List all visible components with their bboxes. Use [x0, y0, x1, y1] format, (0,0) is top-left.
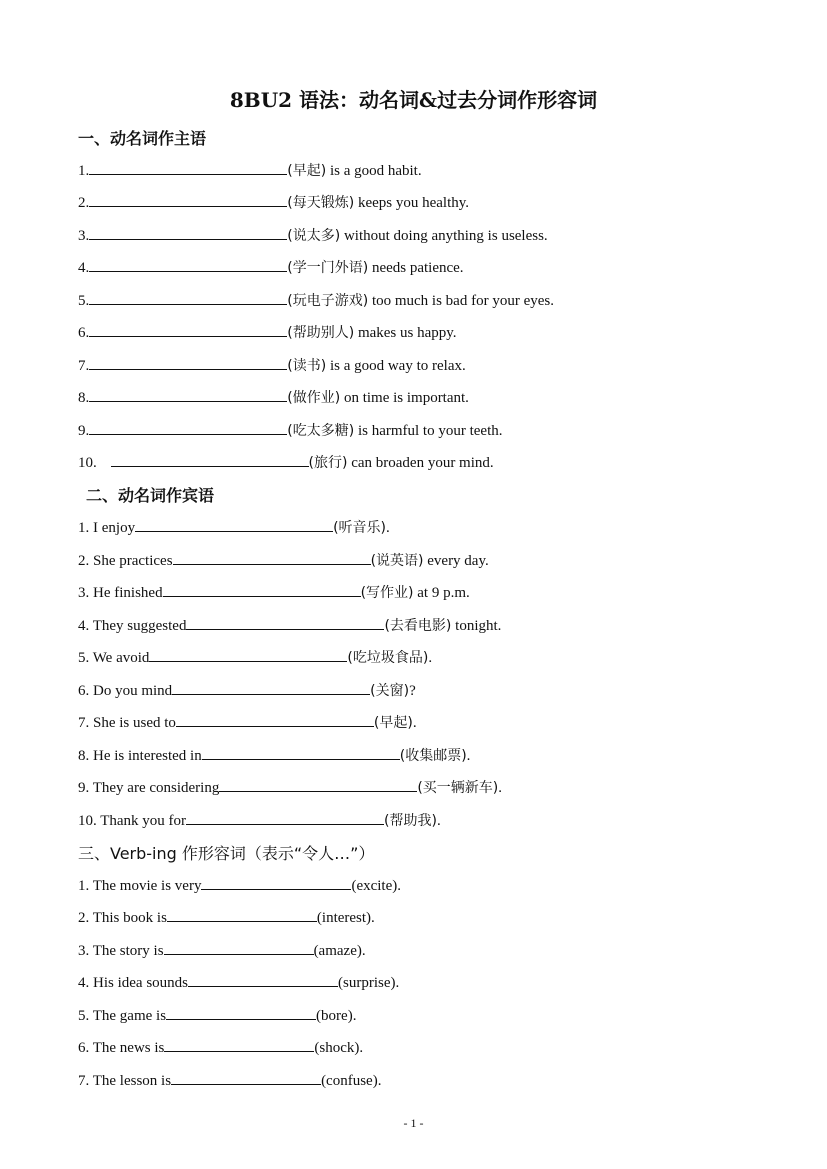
- s3-item: 6. The news is (shock).: [78, 1037, 363, 1058]
- s2-item: 5. We avoid (吃垃圾食品).: [78, 647, 432, 668]
- answer-blank[interactable]: [201, 875, 351, 890]
- s3-item: 2. This book is (interest).: [78, 907, 375, 928]
- s1-item: 10. (旅行) can broaden your mind.: [78, 452, 494, 473]
- section-2-heading: 二、动名词作宾语: [86, 486, 215, 505]
- answer-blank[interactable]: [171, 1070, 321, 1085]
- section-1-heading: 一、动名词作主语: [78, 129, 207, 148]
- answer-blank[interactable]: [89, 225, 287, 240]
- s1-item: 7. (读书) is a good way to relax.: [78, 355, 466, 376]
- s1-item: 1. (早起) is a good habit.: [78, 160, 422, 181]
- s3-item: 3. The story is (amaze).: [78, 940, 366, 961]
- answer-blank[interactable]: [89, 387, 287, 402]
- answer-blank[interactable]: [89, 322, 287, 337]
- s1-item: 2. (每天锻炼) keeps you healthy.: [78, 192, 469, 213]
- answer-blank[interactable]: [202, 745, 400, 760]
- answer-blank[interactable]: [186, 810, 384, 825]
- section-3-heading: 三、Verb-ing 作形容词（表示“令人…”）: [78, 844, 375, 863]
- s1-item: 6. (帮助别人) makes us happy.: [78, 322, 457, 343]
- page-number: - 1 -: [403, 1116, 424, 1130]
- answer-blank[interactable]: [172, 680, 370, 695]
- answer-blank[interactable]: [173, 550, 371, 565]
- answer-blank[interactable]: [164, 940, 314, 955]
- s1-item: 8. (做作业) on time is important.: [78, 387, 469, 408]
- answer-blank[interactable]: [176, 712, 374, 727]
- s2-item: 1. I enjoy (听音乐).: [78, 517, 390, 538]
- answer-blank[interactable]: [89, 420, 287, 435]
- answer-blank[interactable]: [167, 907, 317, 922]
- s2-item: 9. They are considering (买一辆新车).: [78, 777, 502, 798]
- s1-item: 3. (说太多) without doing anything is useless.: [78, 225, 548, 246]
- answer-blank[interactable]: [89, 290, 287, 305]
- s3-item: 4. His idea sounds (surprise).: [78, 972, 399, 993]
- s2-item: 3. He finished (写作业) at 9 p.m.: [78, 582, 470, 603]
- answer-blank[interactable]: [89, 257, 287, 272]
- answer-blank[interactable]: [111, 452, 309, 467]
- answer-blank[interactable]: [149, 647, 347, 662]
- s2-item: 6. Do you mind (关窗)?: [78, 680, 416, 701]
- s3-item: 5. The game is (bore).: [78, 1005, 356, 1026]
- answer-blank[interactable]: [164, 1037, 314, 1052]
- s1-item: 9. (吃太多糖) is harmful to your teeth.: [78, 420, 503, 441]
- answer-blank[interactable]: [89, 192, 287, 207]
- answer-blank[interactable]: [89, 160, 287, 175]
- answer-blank[interactable]: [89, 355, 287, 370]
- answer-blank[interactable]: [163, 582, 361, 597]
- page-title: 8BU2 语法：动名词&过去分词作形容词: [229, 88, 598, 112]
- answer-blank[interactable]: [188, 972, 338, 987]
- answer-blank[interactable]: [186, 615, 384, 630]
- s1-item: 4. (学一门外语) needs patience.: [78, 257, 464, 278]
- s2-item: 7. She is used to (早起).: [78, 712, 417, 733]
- s2-item: 10. Thank you for (帮助我).: [78, 810, 441, 831]
- s1-item: 5. (玩电子游戏) too much is bad for your eyes.: [78, 290, 554, 311]
- s2-item: 2. She practices (说英语) every day.: [78, 550, 489, 571]
- answer-blank[interactable]: [135, 517, 333, 532]
- s2-item: 8. He is interested in (收集邮票).: [78, 745, 470, 766]
- s2-item: 4. They suggested (去看电影) tonight.: [78, 615, 501, 636]
- s3-item: 1. The movie is very (excite).: [78, 875, 401, 896]
- s3-item: 7. The lesson is (confuse).: [78, 1070, 381, 1091]
- answer-blank[interactable]: [219, 777, 417, 792]
- answer-blank[interactable]: [166, 1005, 316, 1020]
